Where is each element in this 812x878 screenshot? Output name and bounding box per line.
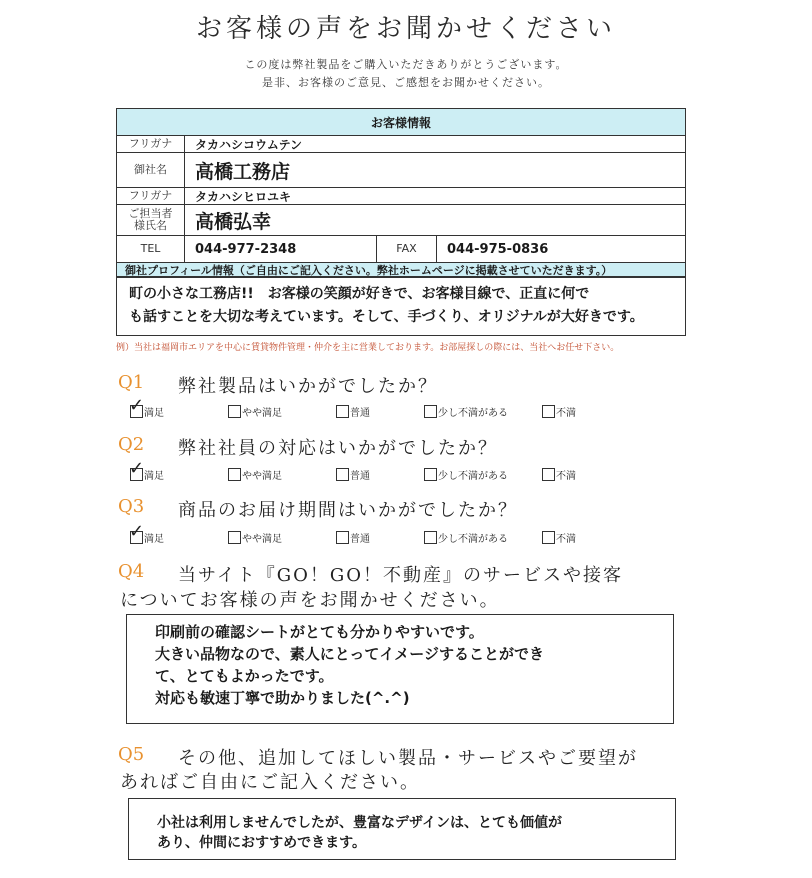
company-name-field[interactable]: 高橋工務店 (195, 160, 291, 183)
option-label: やや満足 (242, 408, 282, 419)
q4-answer-line-3: て、とてもよかったです。 (155, 667, 334, 685)
checkbox[interactable] (129, 521, 145, 544)
checkbox[interactable] (542, 468, 555, 481)
checkbox[interactable] (228, 468, 241, 481)
tel-label: TEL (117, 236, 185, 262)
option-label: 少し不満がある (438, 408, 508, 419)
fax-label: FAX (377, 236, 437, 262)
option-label: やや満足 (242, 534, 282, 545)
option-label: 不満 (556, 471, 576, 482)
q1-option-dissatisfied[interactable] (542, 404, 576, 419)
intro-line-2: 是非、お客様のご意見、ご感想をお聞かせください。 (262, 76, 550, 89)
checkbox[interactable] (424, 531, 437, 544)
q5-text-line-1: その他、追加してほしい製品・サービスやご要望が (178, 748, 638, 769)
q4-text-line-2: についてお客様の声をお聞かせください。 (120, 590, 500, 611)
q5-answer-line-2: あり、仲間におすすめできます。 (157, 835, 367, 851)
q3-option-normal[interactable] (336, 530, 370, 545)
checkbox[interactable] (424, 405, 437, 418)
q2-option-satisfied[interactable] (129, 458, 164, 482)
q3-option-slightly-dissatisfied[interactable] (424, 530, 508, 545)
option-label: 満足 (144, 408, 164, 419)
q1-option-slightly-dissatisfied[interactable] (424, 404, 508, 419)
person-label-line-1: ご担当者 (128, 207, 173, 220)
tel-field[interactable]: 044-977-2348 (185, 236, 377, 262)
company-name-label: 御社名 (117, 153, 185, 187)
intro-line-1: この度は弊社製品をご購入いただきありがとうございます。 (244, 58, 568, 71)
option-label: やや満足 (242, 471, 282, 482)
customer-info-header: お客様情報 (117, 109, 685, 135)
q1-option-somewhat-satisfied[interactable] (228, 404, 282, 419)
checkbox[interactable] (336, 531, 349, 544)
q1-number: Q1 (118, 372, 145, 393)
check-mark-icon: ✓ (129, 458, 145, 479)
checkbox[interactable] (228, 405, 241, 418)
q2-option-normal[interactable] (336, 467, 370, 482)
q3-option-satisfied[interactable] (129, 521, 164, 545)
q4-answer-line-2: 大きい品物なので、素人にとってイメージすることができ (155, 645, 544, 663)
person-name-field[interactable]: 高橋弘幸 (195, 210, 272, 233)
fax-field[interactable]: 044-975-0836 (447, 241, 549, 257)
checkbox[interactable] (129, 458, 145, 481)
profile-text-box[interactable] (116, 276, 686, 336)
check-mark-icon: ✓ (129, 395, 145, 416)
checkbox[interactable] (129, 395, 145, 418)
person-furigana-field[interactable]: タカハシヒロユキ (195, 189, 292, 204)
person-label-line-2: 様氏名 (134, 219, 167, 232)
q5-answer-line-1: 小社は利用しませんでしたが、豊富なデザインは、とても価値が (157, 815, 563, 831)
checkbox[interactable] (336, 468, 349, 481)
profile-example: 例）当社は福岡市エリアを中心に賃貸物件管理・仲介を主に営業しております。お部屋探しの際には、当社へお任せ下さい。 (116, 343, 620, 353)
checkbox[interactable] (424, 468, 437, 481)
option-label: 満足 (144, 471, 164, 482)
page-title: お客様の声をお聞かせください (195, 14, 616, 44)
option-label: 満足 (144, 534, 164, 545)
option-label: 普通 (350, 471, 370, 482)
q5-text-line-2: あればご自由にご記入ください。 (120, 772, 420, 793)
q5-number: Q5 (118, 744, 145, 765)
option-label: 不満 (556, 408, 576, 419)
q4-answer-box[interactable] (126, 614, 674, 724)
q3-option-somewhat-satisfied[interactable] (228, 530, 282, 545)
q4-number: Q4 (118, 561, 145, 582)
company-furigana-field[interactable]: タカハシコウムテン (195, 137, 303, 152)
q2-text: 弊社社員の対応はいかがでしたか？ (178, 438, 498, 459)
option-label: 不満 (556, 534, 576, 545)
q2-option-dissatisfied[interactable] (542, 467, 576, 482)
check-mark-icon: ✓ (129, 521, 145, 542)
option-label: 普通 (350, 408, 370, 419)
option-label: 少し不満がある (438, 534, 508, 545)
profile-line-2: も話すことを大切な考えています。そして、手づくり、オリジナルが大好きです。 (129, 309, 644, 325)
profile-header: 御社プロフィール情報（ご自由にご記入ください。弊社ホームページに掲載させていただきます。） (117, 263, 685, 277)
q2-number: Q2 (118, 434, 145, 455)
checkbox[interactable] (228, 531, 241, 544)
option-label: 普通 (350, 534, 370, 545)
q3-text: 商品のお届け期間はいかがでしたか？ (178, 500, 518, 521)
q2-option-slightly-dissatisfied[interactable] (424, 467, 508, 482)
company-furigana-label: フリガナ (117, 136, 185, 152)
checkbox[interactable] (542, 531, 555, 544)
q1-option-normal[interactable] (336, 404, 370, 419)
checkbox[interactable] (542, 405, 555, 418)
q3-number: Q3 (118, 496, 145, 517)
option-label: 少し不満がある (438, 471, 508, 482)
q3-option-dissatisfied[interactable] (542, 530, 576, 545)
profile-line-1: 町の小さな工務店!! お客様の笑顔が好きで、お客様目線で、正直に何で (129, 286, 590, 302)
person-furigana-label: フリガナ (117, 188, 185, 204)
checkbox[interactable] (336, 405, 349, 418)
q4-text-line-1: 当サイト『GO！GO！不動産』のサービスや接客 (178, 565, 624, 586)
q1-text: 弊社製品はいかがでしたか？ (178, 376, 438, 397)
q2-option-somewhat-satisfied[interactable] (228, 467, 282, 482)
q4-answer-line-4: 対応も敏速丁寧で助かりました(^.^) (155, 689, 410, 707)
q1-option-satisfied[interactable] (129, 395, 164, 419)
q4-answer-line-1: 印刷前の確認シートがとても分かりやすいです。 (155, 623, 484, 641)
person-name-label (117, 205, 185, 235)
q5-answer-box[interactable] (128, 798, 676, 860)
